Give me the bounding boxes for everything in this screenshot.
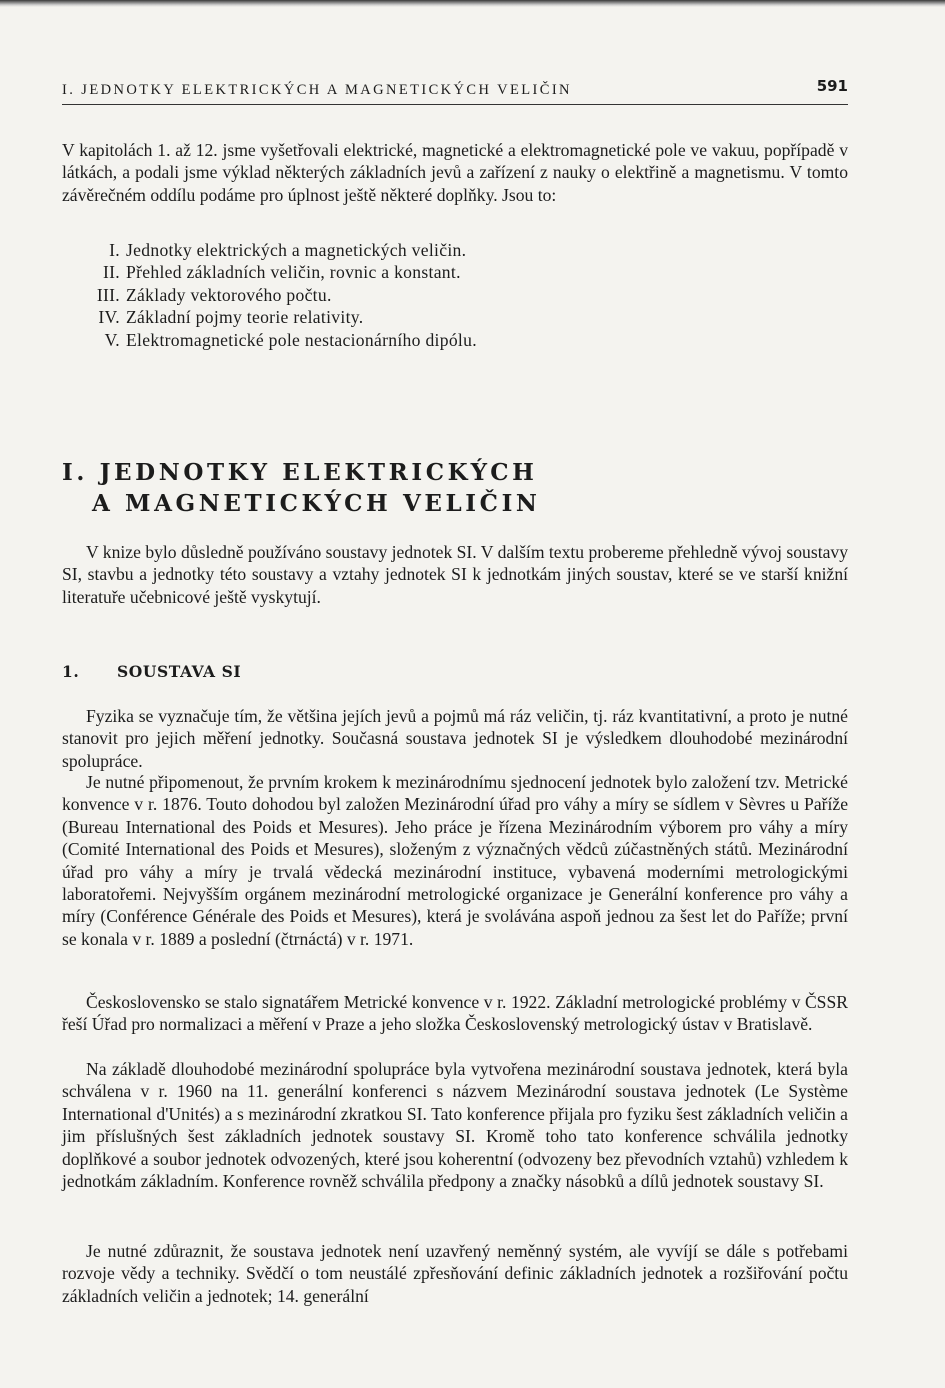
list-text: Základní pojmy teorie relativity. xyxy=(126,307,364,328)
subsection-heading xyxy=(62,662,241,681)
list-text: Přehled základních veličin, rovnic a konstant. xyxy=(126,262,461,283)
running-header xyxy=(62,77,848,105)
list-text: Elektromagnetické pole nestacionárního dipólu. xyxy=(126,329,477,350)
section-intro-paragraph: V knize bylo důsledně používáno soustavy jednotek SI. V dalším textu probereme přehledně vývoj soustavy SI, stavbu a jednotky této soustavy a vztahy jednotek SI k jednotkám jiných soustav, které se ve starší knižní literatuře učebnicové ještě vyskytují. xyxy=(62,542,848,607)
list-text: Jednotky elektrických a magnetických veličin. xyxy=(126,240,467,260)
body-paragraph: Je nutné připomenout, že prvním krokem k mezinárodnímu sjednocení jednotek bylo založení tzv. Metrické konvence v r. 1876. Touto dohodou byl založen Mezinárodní úřad pro váhy a míry se sídlem v Sèvres u Paříže (Bureau International des Poids et Mesures). Jeho práce je řízena Mezinárodním výborem pro váhy a míry (Comité International des Poids et Mesures), složeným z význačných vědců zúčastněných států. Mezinárodní úřad pro váhy a míry je trvalá vědecká mezinárodní instituce, vybavená moderními metrologickými laboratořemi. Nejvyšším orgánem mezinárodní metrologické organizace je Generální konference pro váhy a míry (Conférence Générale des Poids et Mesures), která je svolávána aspoň jednou za šest let do Paříže; první se konala v r. 1889 a poslední (čtrnáctá) v r. 1971. xyxy=(62,772,848,949)
body-paragraph: Československo se stalo signatářem Metrické konvence v r. 1922. Základní metrologické problémy v ČSSR řeší Úřad pro normalizaci a měření v Praze a jeho složka Československý metrologický ústav v Bratislavě. xyxy=(62,992,848,1035)
subsection-number: 1. xyxy=(62,662,80,681)
list-item xyxy=(62,239,662,261)
list-numeral: IV. xyxy=(98,307,120,328)
body-paragraph: Fyzika se vyznačuje tím, že většina jejích jevů a pojmů má ráz veličin, tj. ráz kvantitativní, a proto je nutné stanovit pro jejich měření jednotky. Současná soustava jednotek SI je výsledkem dlouhodobé mezinárodní spolupráce. xyxy=(62,706,848,771)
list-numeral: V. xyxy=(104,329,120,350)
list-item xyxy=(62,306,662,328)
list-item xyxy=(62,329,662,351)
subsection-title: SOUSTAVA SI xyxy=(117,662,242,681)
section-heading-line1: I. JEDNOTKY ELEKTRICKÝCH xyxy=(62,459,538,486)
page-top-edge xyxy=(0,0,945,7)
running-title: I. JEDNOTKY ELEKTRICKÝCH A MAGNETICKÝCH VELIČIN xyxy=(62,82,572,98)
list-text: Základy vektorového počtu. xyxy=(126,284,332,305)
body-paragraph: Na základě dlouhodobé mezinárodní spolupráce byla vytvořena mezinárodní soustava jednotek, která byla schválena v r. 1960 na 11. generální konferenci s názvem Mezinárodní soustava jednotek (Le Système International d'Unités) a s mezinárodní zkratkou SI. Tato konference přijala pro fyziku šest základních veličin a jim příslušných šest základních jednotek soustavy SI. Kromě toho tato konference schválila jednotky doplňkové a soubor jednotek odvozených, které jsou koherentní (odvozeny bez převodních vztahů) vzhledem k jednotkám základním. Konference rovněž schválila předpony a značky násobků a dílů jednotek soustavy SI. xyxy=(62,1059,848,1192)
intro-paragraph: V kapitolách 1. až 12. jsme vyšetřovali elektrické, magnetické a elektromagnetické pole ve vakuu, popřípadě v látkách, a podali jsme výklad některých základních jevů a zařízení z nauky o elektřině a magnetismu. V tomto závěrečném oddílu podáme pro úplnost ještě některé doplňky. Jsou to: xyxy=(62,140,848,205)
page-number: 591 xyxy=(816,77,848,95)
list-item xyxy=(62,261,662,283)
list-numeral: II. xyxy=(102,262,120,283)
body-paragraph: Je nutné zdůraznit, že soustava jednotek není uzavřený neměnný systém, ale vyvíjí se dále s potřebami rozvoje vědy a techniky. Svědčí o tom neustálé zpřesňování definic základních jednotek a rozšiřování počtu základních veličin a jednotek; 14. generální xyxy=(62,1241,848,1306)
list-numeral: I. xyxy=(109,240,120,260)
appendix-list xyxy=(62,239,662,351)
section-heading xyxy=(62,457,848,519)
section-heading-line2: A MAGNETICKÝCH VELIČIN xyxy=(92,490,541,517)
list-numeral: III. xyxy=(96,284,120,305)
list-item xyxy=(62,284,662,306)
